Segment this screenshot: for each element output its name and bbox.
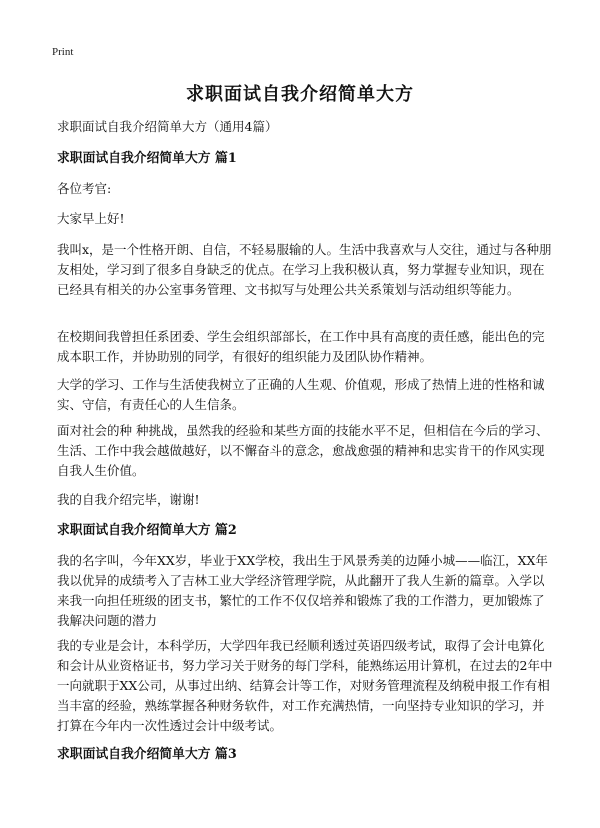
section-1-paragraph: 大学的学习、工作与生活使我树立了正确的人生观、价值观，形成了热情上进的性格和诚实、守信，有责任心的人生信条。 [57, 377, 545, 412]
section-1-paragraph: 面对社会的种 种挑战，虽然我的经验和某些方面的技能水平不足，但相信在今后的学习、生活、工作中我会越做越好，以不懈奋斗的意念，愈战愈强的精神和忠实肯干的作风实现自我人生价值。 [57, 423, 549, 478]
section-2-paragraph: 我的专业是会计，本科学历，大学四年我已经顺利透过英语四级考试，取得了会计电算化和会计从业资格证书，努力学习关于财务的每门学科，能熟练运用计算机，在过去的2年中一向就职于XX公司，从事过出纳、结算会计等工作，对财务管理流程及纳税申报工作有相当丰富的经验，熟练掌握各种财务软件，对工作充满热情，一向坚持专业知识的学习，并打算在今年内一次性透过会计中级考试。 [57, 638, 553, 733]
section-1-paragraph: 在校期间我曾担任系团委、学生会组织部部长，在工作中具有高度的责任感，能出色的完成本职工作，并协助别的同学，有很好的组织能力及团队协作精神。 [57, 329, 545, 364]
document-title: 求职面试自我介绍简单大方 [186, 84, 414, 105]
section-1-heading: 求职面试自我介绍简单大方 篇1 [57, 151, 237, 166]
section-1-greeting: 各位考官: [57, 181, 112, 196]
section-1-salutation: 大家早上好! [57, 211, 125, 226]
section-3-heading: 求职面试自我介绍简单大方 篇3 [57, 747, 237, 762]
document-subtitle: 求职面试自我介绍简单大方（通用4篇） [57, 119, 278, 134]
print-label[interactable]: Print [52, 46, 74, 58]
section-2-heading: 求职面试自我介绍简单大方 篇2 [57, 523, 237, 538]
section-1-paragraph: 我叫x，是一个性格开朗、自信，不轻易服输的人。生活中我喜欢与人交往，通过与各种朋友相处，学习到了很多自身缺乏的优点。在学习上我积极认真，努力掌握专业知识，现在已经具有相关的办公室事务管理、文书拟写与处理公共关系策划与活动组织等能力。 [57, 242, 552, 297]
section-1-closing: 我的自我介绍完毕，谢谢! [57, 492, 200, 507]
section-2-paragraph: 我的名字叫，今年XX岁，毕业于XX学校，我出生于风景秀美的边陲小城——临江，XX年我以优异的成绩考入了吉林工业大学经济管理学院，从此翻开了我人生新的篇章。入学以来我一向担任班级的团支书，繁忙的工作不仅仅培养和锻炼了我的工作潜力，更加锻炼了我解决问题的潜力 [57, 553, 548, 628]
